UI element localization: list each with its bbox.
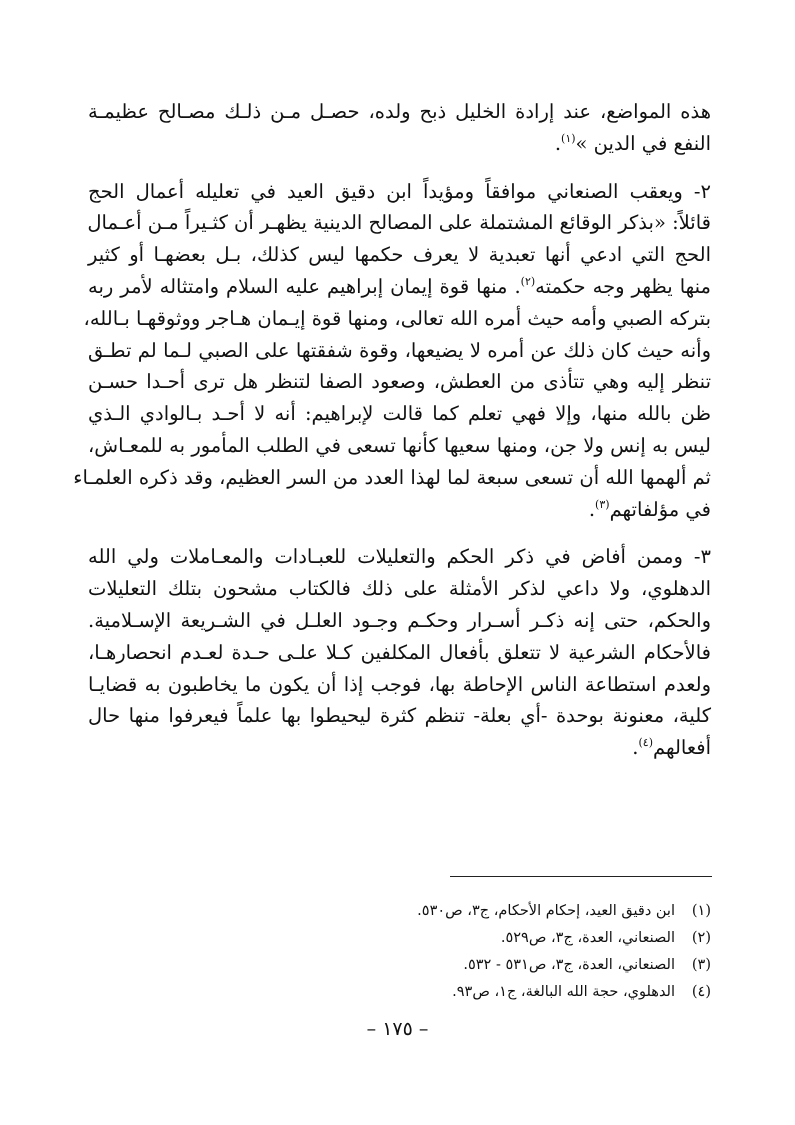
text-line: ٣- وممن أفاض في ذكر الحكم والتعليلات للعبـادات والمعـاملات ولي الله [88,545,711,569]
text-line: ثم ألهمها الله أن تسعى سبعة لما لهذا العدد من السر العظيم، وقد ذكره العلمـاء [73,465,711,489]
text-line: والحكم، حتى إنه ذكـر أسـرار وحكـم وجـود العلـل في الشـريعة الإسـلامية. [88,608,711,632]
footnote-reference[interactable]: (٣) [595,497,610,511]
footnote-separator [450,876,712,877]
text-line: تنظر إليه وهي تتأذى من العطش، وصعود الصفا لتنظر هل ترى أحـدا حسـن [88,370,711,394]
footnote-item [88,952,711,979]
footnote-number: (١) [691,903,711,919]
footnote-text: الدهلوي، حجة الله البالغة، ج١، ص٩٣. [452,984,675,1000]
text-line: منها يظهر وجه حكمته$^{(٢)}$. منها قوة إيمان إبراهيم عليه السلام وامتثاله لأمر ربه [88,274,712,298]
text-line: الحج التي ادعي أنها تعبدية لا يعرف حكمها ليس كذلك، بـل بعضهـا أو كثير [88,243,711,267]
text-line: قائلاً: «بذكر الوقائع المشتملة على المصالح الدينية يظهـر أن كثـيراً مـن أعـمال [87,211,711,235]
text-line: النفع في الدين »$^{(١)}$. [554,131,711,155]
text-line: ٢- ويعقب الصنعاني موافقاً ومؤيداً ابن دقيق العيد في تعليله أعمال الحج [88,179,711,203]
footnote-number: (٤) [691,984,711,1000]
footnote-item [88,925,711,952]
footnote-reference[interactable]: (٤) [638,736,653,750]
footnote-number: (٢) [691,930,711,946]
text-line: أفعالهم$^{(٤)}$. [632,736,711,760]
paragraph-1 [88,96,711,160]
footnote-text: الصنعاني، العدة، ج٣، ص٥٢٩. [500,930,675,946]
page-number: – ١٧٥ – [366,1018,429,1040]
paragraph-2 [73,176,712,526]
footnotes [88,898,711,1006]
text-line: وأنه حيث كان ذلك عن أمره لا يضيعها، وقوة شفقتها على الصبي لـما لم تطـق [88,338,711,362]
text-line: الدهلوي، ولا داعي لذكر الأمثلة على ذلك فالكتاب مشحون بتلك التعليلات [88,577,711,601]
text-line: ولعدم استطاعة الناس الإحاطة بها، فوجب إذا أن يكون ما يخاطبون به قضايـا [88,672,711,696]
text-line: في مؤلفاتهم$^{(٣)}$. [588,497,711,521]
text-line: ليس به إنس ولا جن، ومنها سعيها كأنها تسعى في الطلب المأمور به للمعـاش، [88,433,711,457]
footnote-item [88,979,711,1006]
body-text [73,96,712,764]
text-line: فالأحكام الشرعية لا تتعلق بأفعال المكلفين كـلا علـى حـدة لعـدم انحصارهـا، [88,640,711,664]
footnote-text: ابن دقيق العيد، إحكام الأحكام، ج٣، ص٥٣٠. [417,903,675,919]
text-line: هذه المواضع، عند إرادة الخليل ذبح ولده، حصـل مـن ذلـك مصـالح عظيمـة [88,100,711,123]
text-line: كلية، معنونة بوحدة -أي بعلة- تنظم كثرة ليحيطوا بها علماً فيعرفوا منها حال [88,704,711,728]
footnote-text: الصنعاني، العدة، ج٣، ص٥٣١ - ٥٣٢. [463,957,675,973]
footnote-reference[interactable]: (١) [561,131,576,145]
footnote-item [88,898,711,925]
footnote-number: (٣) [691,957,711,973]
text-line: بتركه الصبي وأمه حيث أمره الله تعالى، ومنها قوة إيـمان هـاجر ووثوقهـا بـالله، [83,306,711,330]
footnote-reference[interactable]: (٢) [520,274,536,288]
paragraph-3 [88,541,711,764]
text-line: ظن بالله منها، وإلا فهي تعلم كما قالت لإبراهيم: أنه لا أحـد بـالوادي الـذي [88,402,711,426]
